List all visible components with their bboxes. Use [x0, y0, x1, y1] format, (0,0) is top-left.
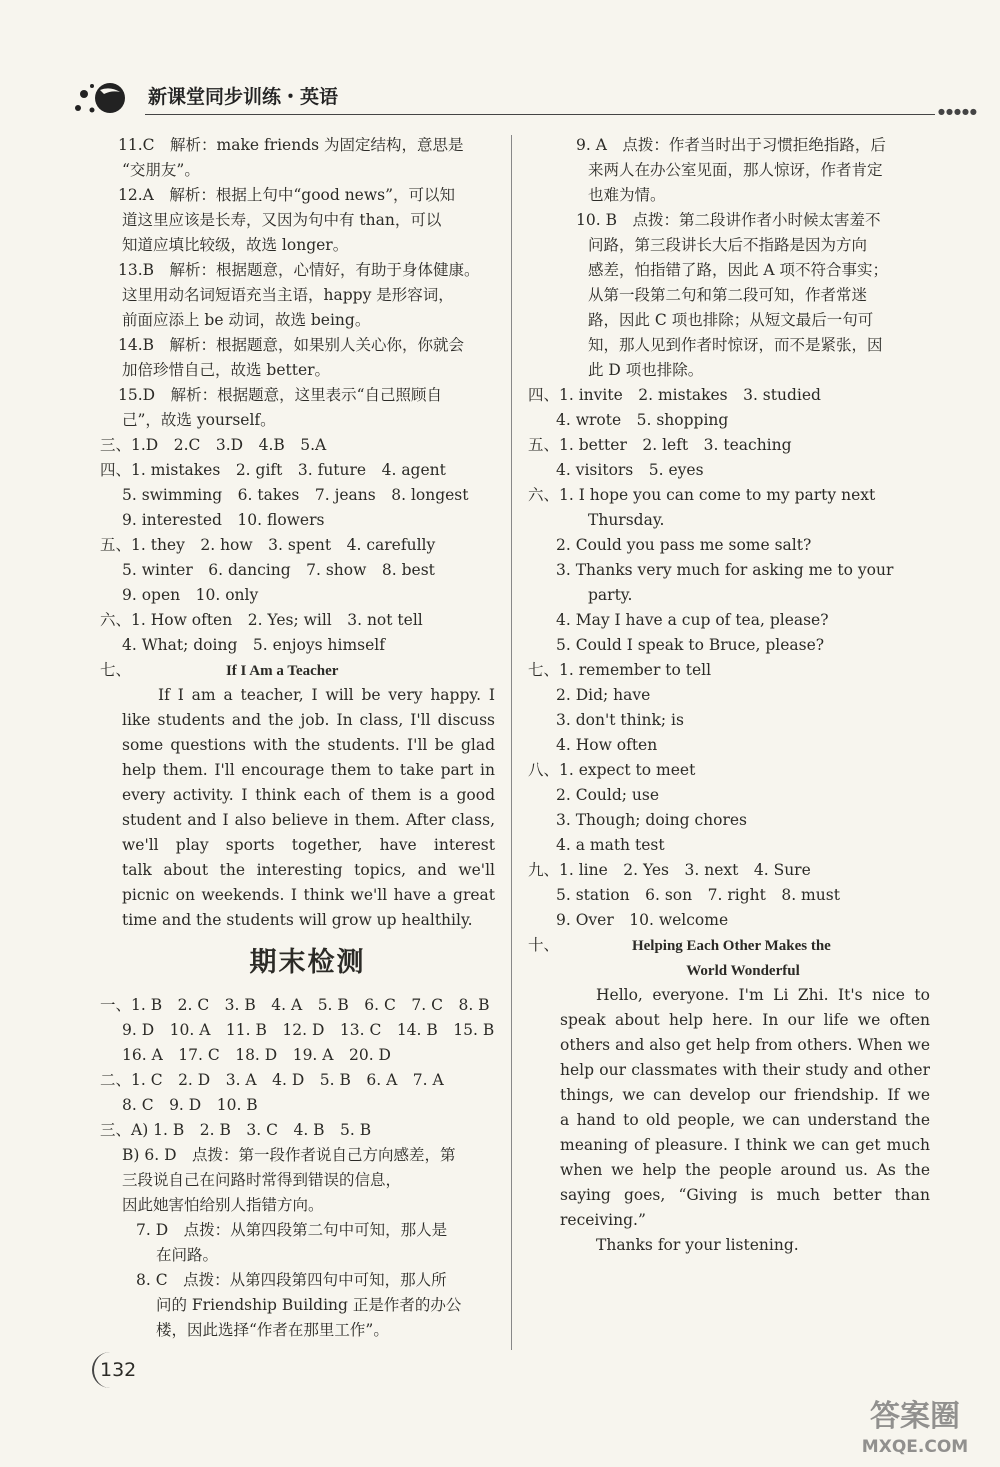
- essay-line: others and also get help from others. When we: [560, 1036, 930, 1054]
- essay-line: some questions with the students. I'll be glad: [122, 736, 495, 754]
- essay-title-line-2: World Wonderful: [686, 963, 800, 979]
- answer-line: party.: [588, 586, 633, 604]
- answer-line: 4. How often: [556, 736, 658, 754]
- answer-line: 五、1. better 2. left 3. teaching: [528, 436, 792, 454]
- answer-line: 3. don't think; is: [556, 711, 684, 729]
- essay-line: speak about help here. In our life we often: [560, 1011, 930, 1029]
- answer-line: 13.B 解析：根据题意，心情好，有助于身体健康。: [118, 261, 480, 279]
- answer-line: 五、1. they 2. how 3. spent 4. carefully: [100, 536, 436, 554]
- answer-line: 在问路。: [156, 1246, 219, 1264]
- watermark-text-cn: 答案圈: [870, 1399, 960, 1434]
- essay-line: meaning of pleasure. I think we can get much: [560, 1136, 930, 1154]
- answer-line: 己”，故选 yourself。: [122, 411, 276, 429]
- essay-line: like students and the job. In class, I'll discuss: [122, 711, 495, 729]
- left-column: [100, 133, 495, 1343]
- answer-line: 这里用动名词短语充当主语，happy 是形容词，: [122, 286, 454, 304]
- header-dots-icon: ●●●●●: [938, 107, 978, 116]
- answer-line: 12.A 解析：根据上句中“good news”，可以知: [118, 186, 456, 204]
- answer-line: 15.D 解析：根据题意，这里表示“自己照顾自: [118, 386, 443, 404]
- answer-line: Thursday.: [588, 511, 665, 529]
- right-column: [528, 133, 930, 1258]
- answer-line: 2. Could you pass me some salt?: [556, 536, 812, 554]
- essay-line: a hand to old people, we can understand the: [560, 1111, 930, 1129]
- answer-line: 10. B 点拨：第二段讲作者小时候太害羞不: [576, 211, 881, 229]
- answer-line: 来两人在办公室见面，那人惊讶，作者肯定: [588, 161, 883, 179]
- essay-line: saying goes, “Giving is much better than: [560, 1186, 930, 1204]
- answer-line: B) 6. D 点拨：第一段作者说自己方向感差，第: [122, 1146, 456, 1164]
- essay-title-line-1: Helping Each Other Makes the: [631, 938, 831, 954]
- column-divider: [511, 135, 512, 1350]
- answer-line: 4. What; doing 5. enjoys himself: [122, 636, 385, 654]
- answer-line: 9. A 点拨：作者当时出于习惯拒绝指路，后: [576, 136, 886, 154]
- answer-line: 4. May I have a cup of tea, please?: [556, 611, 829, 629]
- answer-line: 前面应添上 be 动词，故选 being。: [122, 311, 371, 329]
- essay-line: Thanks for your listening.: [596, 1236, 799, 1254]
- answer-line: 5. Could I speak to Bruce, please?: [556, 636, 825, 654]
- answer-line: 四、1. invite 2. mistakes 3. studied: [528, 386, 821, 404]
- essay-line: receiving.”: [560, 1211, 646, 1229]
- answer-line: 也难为情。: [588, 186, 666, 204]
- answer-line: 路，因此 C 项也排除；从短文最后一句可: [588, 311, 874, 329]
- answer-line: 知，那人见到作者时惊讶，而不是紧张，因: [588, 336, 883, 354]
- essay-heading: [100, 658, 495, 683]
- answer-line: “交朋友”。: [122, 161, 200, 179]
- answer-line: 此 D 项也排除。: [588, 361, 704, 379]
- essay-label: 七、: [100, 661, 132, 679]
- answer-line: 2. Could; use: [556, 786, 660, 804]
- answer-line: 3. Though; doing chores: [556, 811, 747, 829]
- answer-line: 11.C 解析：make friends 为固定结构，意思是: [118, 136, 464, 154]
- essay-line: help our classmates with their study and other: [560, 1061, 930, 1079]
- answer-line: 8. C 9. D 10. B: [122, 1096, 258, 1114]
- answer-line: 14.B 解析：根据题意，如果别人关心你，你就会: [118, 336, 465, 354]
- essay-line: picnic on weekends. I think we'll have a great: [122, 886, 495, 904]
- answer-line: 二、1. C 2. D 3. A 4. D 5. B 6. A 7. A: [100, 1071, 444, 1089]
- essay-title: If I Am a Teacher: [225, 663, 339, 679]
- answer-line: 4. wrote 5. shopping: [556, 411, 729, 429]
- answer-line: 从第一段第二句和第二段可知，作者常迷: [588, 286, 868, 304]
- answer-line: 3. Thanks very much for asking me to your: [556, 561, 894, 579]
- answer-line: 六、1. How often 2. Yes; will 3. not tell: [100, 611, 423, 629]
- answer-line: 5. swimming 6. takes 7. jeans 8. longest: [122, 486, 469, 504]
- answer-line: 八、1. expect to meet: [528, 761, 696, 779]
- answer-line: 9. interested 10. flowers: [122, 511, 325, 529]
- essay-line: help them. I'll encourage them to take part in: [122, 761, 495, 779]
- answer-line: 因此她害怕给别人指错方向。: [122, 1196, 324, 1214]
- essay-line: every activity. I think each of them is a good: [122, 786, 495, 804]
- answer-line: 7. D 点拨：从第四段第二句中可知，那人是: [136, 1221, 448, 1239]
- answer-line: 六、1. I hope you can come to my party next: [528, 486, 876, 504]
- essay-line: we'll play sports together, have interest: [122, 836, 495, 854]
- answer-line: 问的 Friendship Building 正是作者的办公: [156, 1296, 462, 1314]
- answer-line: 三段说自己在问路时常得到错误的信息，: [122, 1171, 402, 1189]
- answer-line: 三、1.D 2.C 3.D 4.B 5.A: [100, 436, 327, 454]
- answer-line: 9. Over 10. welcome: [556, 911, 729, 929]
- answer-line: 9. D 10. A 11. B 12. D 13. C 14. B 15. B: [122, 1021, 495, 1039]
- answer-line: 9. open 10. only: [122, 586, 259, 604]
- essay-line: Hello, everyone. I'm Li Zhi. It's nice to: [596, 986, 930, 1004]
- answer-line: 三、A) 1. B 2. B 3. C 4. B 5. B: [100, 1121, 372, 1139]
- essay-label: 十、: [528, 936, 560, 954]
- watermark-text-url: MXQE.COM: [861, 1437, 969, 1457]
- answer-line: 8. C 点拨：从第四段第四句中可知，那人所: [136, 1271, 447, 1289]
- answer-line: 加倍珍惜自己，故选 better。: [122, 361, 331, 379]
- answer-line: 道这里应该是长寿，又因为句中有 than，可以: [122, 211, 442, 229]
- answer-line: 感差，怕指错了路，因此 A 项不符合事实；: [588, 261, 889, 279]
- section-heading: 期末检测: [249, 947, 366, 978]
- page-number: 132: [92, 1352, 144, 1388]
- answer-line: 四、1. mistakes 2. gift 3. future 4. agent: [100, 461, 446, 479]
- essay-title-line-2-row: [528, 958, 930, 983]
- header-title: 新课堂同步训练・英语: [148, 86, 339, 108]
- answer-line: 16. A 17. C 18. D 19. A 20. D: [122, 1046, 391, 1064]
- answer-line: 2. Did; have: [556, 686, 651, 704]
- answer-line: 九、1. line 2. Yes 3. next 4. Sure: [528, 861, 811, 879]
- answer-line: 5. winter 6. dancing 7. show 8. best: [122, 561, 435, 579]
- essay-line: student and I also believe in them. After class,: [122, 811, 495, 829]
- essay-line: If I am a teacher, I will be very happy. I: [158, 686, 495, 704]
- answer-line: 知道应填比较级，故选 longer。: [122, 236, 349, 254]
- answer-line: 七、1. remember to tell: [528, 661, 712, 679]
- essay-line: time and the students will grow up healthily.: [122, 911, 473, 929]
- essay-line: things, we can develop our friendship. If we: [560, 1086, 930, 1104]
- page-header: [70, 74, 978, 124]
- essay-heading: [528, 933, 930, 958]
- header-rule: [145, 114, 935, 115]
- answer-line: 4. visitors 5. eyes: [556, 461, 704, 479]
- answer-line: 5. station 6. son 7. right 8. must: [556, 886, 840, 904]
- essay-line: talk about the interesting topics, and we'll: [122, 861, 495, 879]
- essay-line: when we help the people around us. As the: [560, 1161, 930, 1179]
- book-logo-icon: [70, 78, 130, 118]
- answer-line: 问路，第三段讲长大后不指路是因为方向: [588, 236, 868, 254]
- watermark-logo-icon: [840, 1390, 990, 1460]
- answer-line: 4. a math test: [556, 836, 665, 854]
- answer-line: 一、1. B 2. C 3. B 4. A 5. B 6. C 7. C 8. B: [100, 996, 490, 1014]
- answer-line: 楼，因此选择“作者在那里工作”。: [156, 1321, 389, 1339]
